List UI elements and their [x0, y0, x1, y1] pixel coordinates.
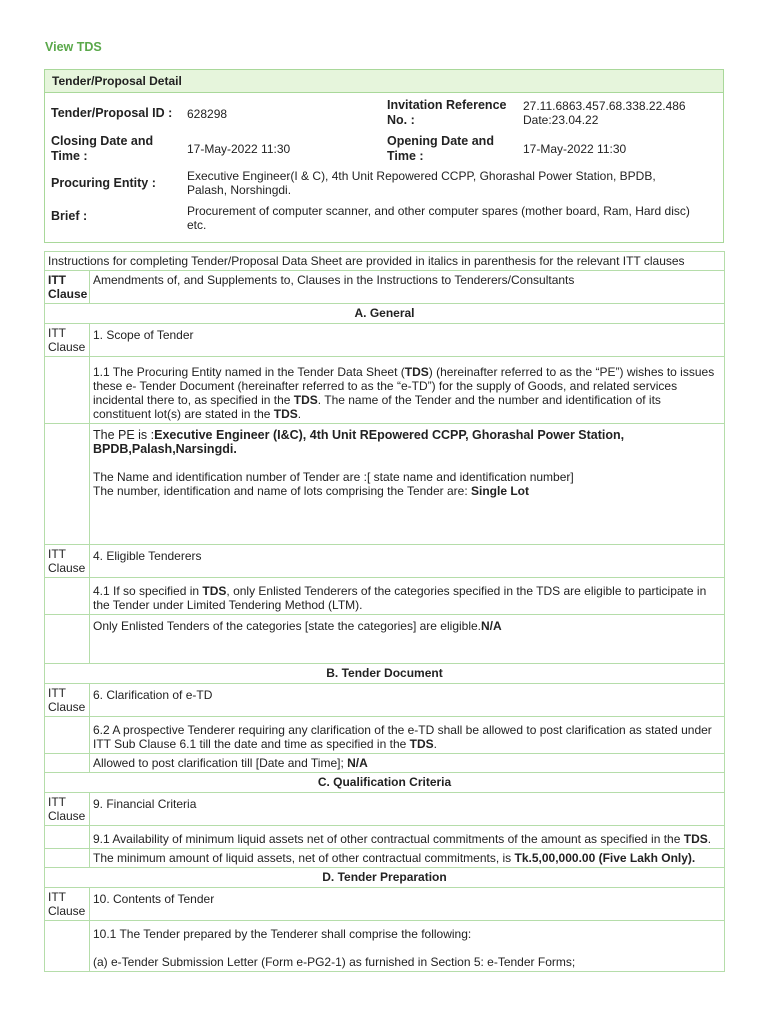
clause-text: 4.1 If so specified in TDS, only Enlisted Tenderers of the categories specified in the TDS are eligible to participate in the Tender under Limited Tendering Method (LTM). [90, 578, 725, 615]
clause-title: 6. Clarification of e-TD [90, 684, 725, 717]
invitation-value: 27.11.6863.457.68.338.22.486 Date:23.04.22 [523, 99, 686, 127]
brief-label: Brief : [51, 209, 88, 223]
tender-detail-header: Tender/Proposal Detail [45, 70, 723, 93]
clause-text: 6.2 A prospective Tenderer requiring any clarification of the e-TD shall be allowed to post clarification as stated under ITT Sub Clause 6.1 till the date and time as specified in the TDS. [90, 717, 725, 754]
page-title: View TDS [45, 40, 102, 54]
table-header-row [45, 271, 725, 304]
section-d-heading: D. Tender Preparation [45, 868, 725, 888]
table-row [45, 826, 725, 849]
table-row [45, 717, 725, 754]
tds-entry: The minimum amount of liquid assets, net of other contractual commitments, is Tk.5,00,000.00 (Five Lakh Only). [90, 849, 725, 868]
tds-entry: Allowed to post clarification till [Date and Time]; N/A [90, 754, 725, 773]
table-row [45, 754, 725, 773]
itt-clause-cell: ITT Clause [45, 888, 90, 921]
tds-table [44, 251, 725, 972]
procuring-entity-value: Executive Engineer(I & C), 4th Unit Repowered CCPP, Ghorashal Power Station, BPDB, Palash, Norshingdi. [187, 169, 656, 197]
table-row [45, 578, 725, 615]
opening-date-value: 17-May-2022 11:30 [523, 142, 627, 156]
clause-text: 10.1 The Tender prepared by the Tenderer shall comprise the following: (a) e-Tender Submission Letter (Form e-PG2-1) as furnished in Section 5: e-Tender Forms; [90, 921, 725, 972]
tender-detail-panel [44, 69, 724, 243]
itt-clause-header: ITT Clause [45, 271, 90, 304]
tds-entry: Only Enlisted Tenders of the categories [state the categories] are eligible.N/A [90, 615, 725, 664]
table-row [45, 324, 725, 357]
clause-title: 10. Contents of Tender [90, 888, 725, 921]
section-a-heading: A. General [45, 304, 725, 324]
itt-clause-cell: ITT Clause [45, 545, 90, 578]
clause-title: 4. Eligible Tenderers [90, 545, 725, 578]
invitation-label: Invitation Reference No. : [387, 98, 507, 127]
table-row [45, 615, 725, 664]
itt-clause-cell: ITT Clause [45, 324, 90, 357]
tds-entry: The PE is :Executive Engineer (I&C), 4th Unit REpowered CCPP, Ghorashal Power Station, BPDB,Palash,Narsingdi. The Name and identification number of Tender are :[ state name and identification number] The number, identification and name of lots comprising the Tender are: Single Lot [90, 424, 725, 545]
instructions-text: Instructions for completing Tender/Proposal Data Sheet are provided in italics in parenthesis for the relevant ITT clauses [45, 252, 725, 271]
opening-date-label: Opening Date and Time : [387, 134, 494, 163]
clause-text: 1.1 The Procuring Entity named in the Tender Data Sheet (TDS) (hereinafter referred to as the “PE”) wishes to issues these e- Tender Document (hereinafter referred to as the “e-TD”) for the supply of Goods, and related services incidental there to, as specified in the TDS. The name of the Tender and the number and identification of its constituent lot(s) are stated in the TDS. [90, 357, 725, 424]
table-row [45, 424, 725, 545]
table-row [45, 849, 725, 868]
tender-id-value: 628298 [187, 107, 228, 121]
itt-clause-cell: ITT Clause [45, 793, 90, 826]
itt-clause-cell: ITT Clause [45, 684, 90, 717]
clause-text: 9.1 Availability of minimum liquid assets net of other contractual commitments of the amount as specified in the TDS. [90, 826, 725, 849]
section-c-heading: C. Qualification Criteria [45, 773, 725, 793]
table-row [45, 684, 725, 717]
procuring-entity-label: Procuring Entity : [51, 176, 156, 190]
closing-date-label: Closing Date and Time : [51, 134, 154, 163]
table-row [45, 793, 725, 826]
table-row [45, 357, 725, 424]
amendments-header: Amendments of, and Supplements to, Clauses in the Instructions to Tenderers/Consultants [90, 271, 725, 304]
table-row [45, 545, 725, 578]
brief-value: Procurement of computer scanner, and other computer spares (mother board, Ram, Hard disc) etc. [187, 204, 690, 232]
instructions-row [45, 252, 725, 271]
section-b-heading: B. Tender Document [45, 664, 725, 684]
clause-title: 1. Scope of Tender [90, 324, 725, 357]
closing-date-value: 17-May-2022 11:30 [187, 142, 291, 156]
table-row [45, 921, 725, 972]
tender-id-label: Tender/Proposal ID : [51, 106, 173, 120]
table-row [45, 888, 725, 921]
clause-title: 9. Financial Criteria [90, 793, 725, 826]
